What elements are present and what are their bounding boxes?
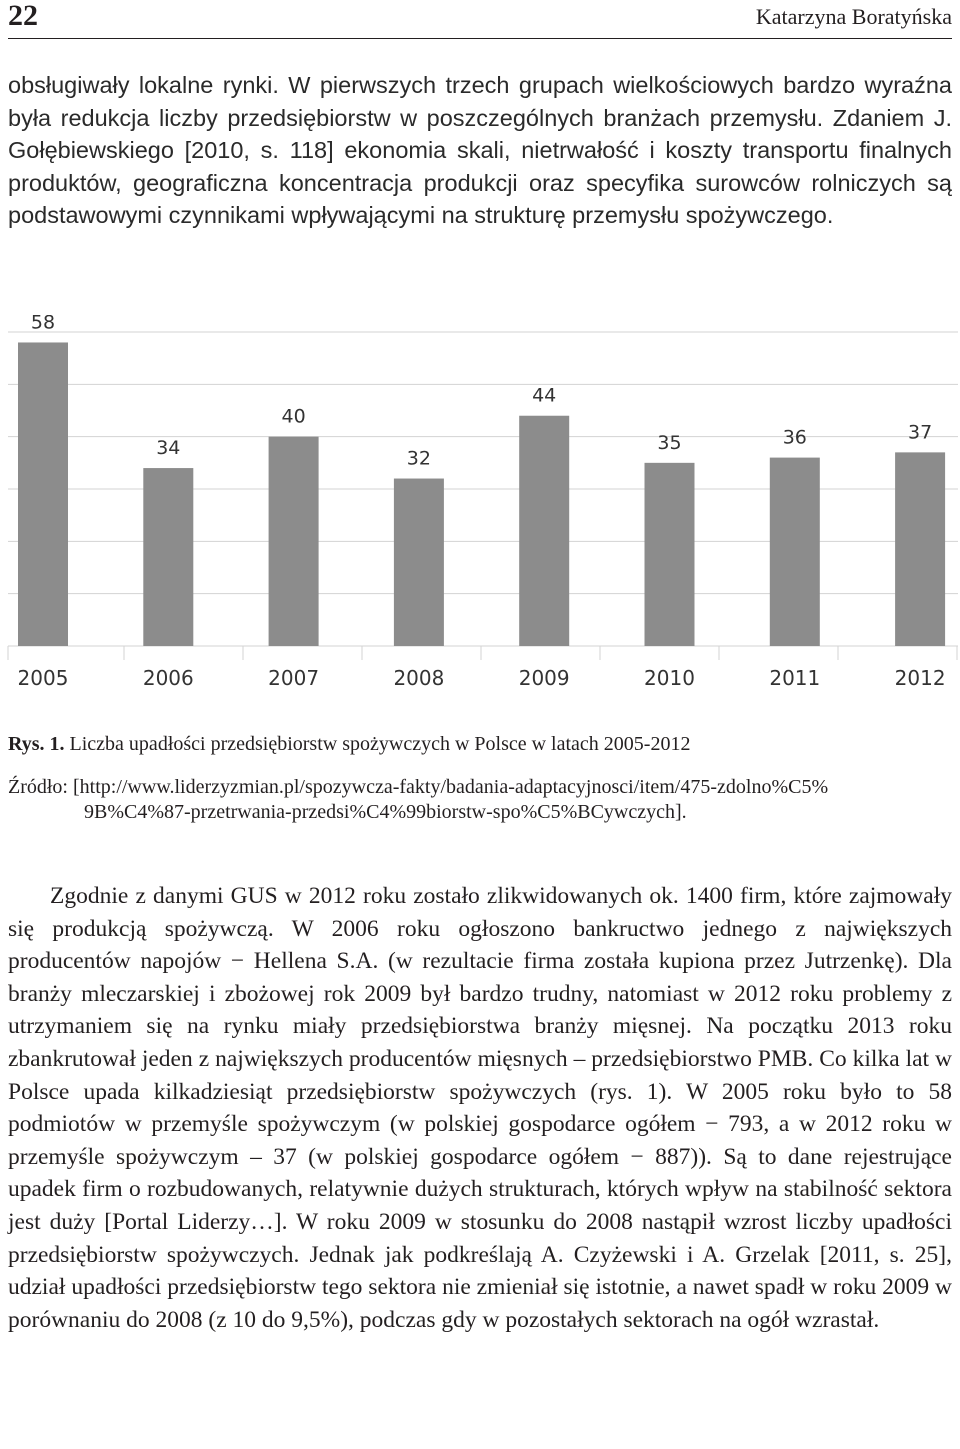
chart-bar-2006 [143, 468, 193, 646]
chart-bar-2011 [770, 458, 820, 646]
figure-label: Rys. 1. [8, 733, 65, 755]
chart-category-label-2006: 2006 [142, 666, 194, 690]
figure-source-line-1: Źródło: [http://www.liderzyzmian.pl/spozywcza-fakty/badania-adaptacyjnosci/item/475-zdolno%C5% [8, 776, 829, 798]
chart-bar-2008 [394, 479, 444, 646]
chart-bars [18, 342, 945, 646]
chart-category-label-2008: 2008 [393, 666, 445, 690]
chart-value-label-2011: 36 [782, 426, 807, 449]
chart-value-label-2007: 40 [281, 405, 306, 428]
chart-category-label-2011: 2011 [769, 666, 821, 690]
chart-value-label-2008: 32 [406, 447, 431, 470]
chart-category-label-2010: 2010 [644, 666, 695, 690]
chart-value-label-2006: 34 [156, 437, 181, 460]
chart-category-label-2012: 2012 [894, 666, 946, 690]
chart-value-label-2005: 58 [30, 315, 56, 334]
chart-category-labels [18, 666, 946, 690]
intro-paragraph: obsługiwały lokalne rynki. W pierwszych trzech grupach wielkościowych bardzo wyraźna była redukcja liczby przedsiębiorstw w poszczególnych branżach przemysłu. Zdaniem J. Gołębiewskiego [2010, s. 118] ekonomia skali, nietrwałość i koszty transportu finalnych produktów, geograficzna koncentracja produkcji oraz specyfika surowców rolniczych są podstawowymi czynnikami wpływającymi na strukturę przemysłu spożywczego. [8, 72, 952, 229]
chart-bar-2007 [269, 437, 319, 646]
chart-bar-2009 [519, 416, 569, 646]
chart-value-label-2009: 44 [532, 384, 557, 407]
chart-value-label-2012: 37 [908, 421, 933, 444]
chart-bar-2012 [895, 452, 945, 646]
page-header [8, 0, 952, 39]
chart-value-label-2010: 35 [657, 431, 682, 454]
bankruptcy-bar-chart [0, 315, 960, 715]
body-paragraph: Zgodnie z danymi GUS w 2012 roku zostało zlikwidowanych ok. 1400 firm, które zajmowały się produkcją spożywczą. W 2006 roku ogłoszono bankructwo jednego z największych producentów napojów − Hellena S.A. (w rezultacie firma została kupiona przez Jutrzenkę). Dla branży mleczarskiej i zbożowej rok 2009 był bardzo trudny, natomiast w 2012 roku problemy z utrzymaniem się na rynku miały przedsiębiorstwa branży mięsnej. Na początku 2013 roku zbankrutował jeden z największych producentów mięsnych – przedsiębiorstwo PMB. Co kilka lat w Polsce upada kilkadziesiąt przedsiębiorstw spożywczych (rys. 1). W 2005 roku było to 58 podmiotów w przemyśle spożywczym (w polskiej gospodarce ogółem − 793, a w 2012 roku w przemyśle spożywczym – 37 (w polskiej gospodarce ogółem − 887)). Są to dane rejestrujące upadek firm o rozbudowanych, relatywnie dużych strukturach, których wpływ na stabilność sektora jest duży [Portal Liderzy…]. W roku 2009 w stosunku do 2008 nastąpił wzrost liczby upadłości przedsiębiorstw spożywczych. Jednak jak podkreślają A. Czyżewski i A. Grzelak [2011, s. 25], udział upadłości przedsiębiorstw tego sektora nie zmieniał się istotnie, a nawet spadł w roku 2009 w porównaniu do 2008 (z 10 do 9,5%), podczas gdy w pozostałych sektorach na ogół wzrastał. [8, 883, 952, 1333]
figure-source-line-2: 9B%C4%87-przetrwania-przedsi%C4%99biorstw-spo%C5%BCywczych]. [84, 801, 687, 823]
page-number: 22 [8, 0, 38, 32]
figure-caption-text: Liczba upadłości przedsiębiorstw spożywczych w Polsce w latach 2005-2012 [69, 733, 691, 755]
running-head-author: Katarzyna Boratyńska [755, 4, 952, 29]
chart-bar-2005 [18, 342, 68, 646]
chart-value-labels [31, 315, 932, 470]
figure-caption [8, 731, 952, 757]
chart-category-label-2005: 2005 [17, 666, 69, 690]
chart-bar-2010 [645, 463, 695, 646]
chart-category-label-2009: 2009 [518, 666, 570, 690]
figure-source [8, 775, 952, 825]
chart-category-label-2007: 2007 [268, 666, 320, 690]
